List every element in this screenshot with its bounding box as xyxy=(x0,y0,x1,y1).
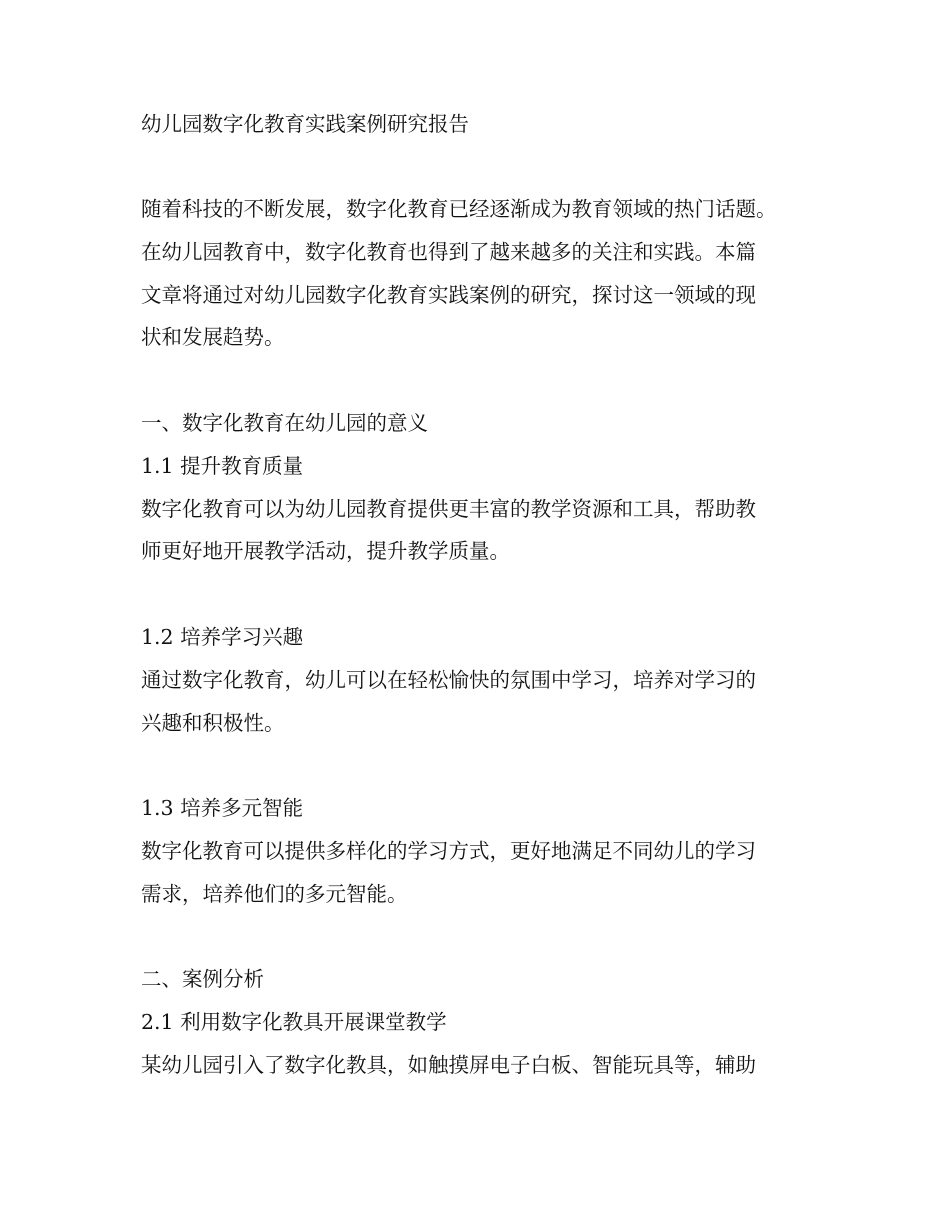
subsection-1-3-line-2: 需求，培养他们的多元智能。 xyxy=(141,882,408,906)
intro-line-3: 文章将通过对幼儿园数字化教育实践案例的研究，探讨这一领域的现 xyxy=(141,283,756,307)
subsection-2-1-heading: 2.1 利用数字化教具开展课堂教学 xyxy=(141,1010,447,1034)
section-2-heading: 二、案例分析 xyxy=(141,967,264,991)
subsection-1-1-line-2: 师更好地开展教学活动，提升教学质量。 xyxy=(141,539,510,563)
subsection-2-1-line-1: 某幼儿园引入了数字化教具，如触摸屏电子白板、智能玩具等，辅助 xyxy=(141,1053,756,1077)
subsection-1-2-line-2: 兴趣和积极性。 xyxy=(141,711,285,735)
subsection-1-3-heading: 1.3 培养多元智能 xyxy=(141,796,304,820)
subsection-1-2-line-1: 通过数字化教育，幼儿可以在轻松愉快的氛围中学习，培养对学习的 xyxy=(141,668,756,692)
intro-line-1: 随着科技的不断发展，数字化教育已经逐渐成为教育领域的热门话题。 xyxy=(141,197,777,221)
document-title: 幼儿园数字化教育实践案例研究报告 xyxy=(141,112,469,136)
intro-line-4: 状和发展趋势。 xyxy=(141,325,285,349)
subsection-1-2-heading: 1.2 培养学习兴趣 xyxy=(141,625,304,649)
section-1-heading: 一、数字化教育在幼儿园的意义 xyxy=(141,411,428,435)
subsection-1-1-line-1: 数字化教育可以为幼儿园教育提供更丰富的教学资源和工具，帮助教 xyxy=(141,497,756,521)
subsection-1-3-line-1: 数字化教育可以提供多样化的学习方式，更好地满足不同幼儿的学习 xyxy=(141,839,756,863)
intro-line-2: 在幼儿园教育中，数字化教育也得到了越来越多的关注和实践。本篇 xyxy=(141,240,756,264)
subsection-1-1-heading: 1.1 提升教育质量 xyxy=(141,454,304,478)
